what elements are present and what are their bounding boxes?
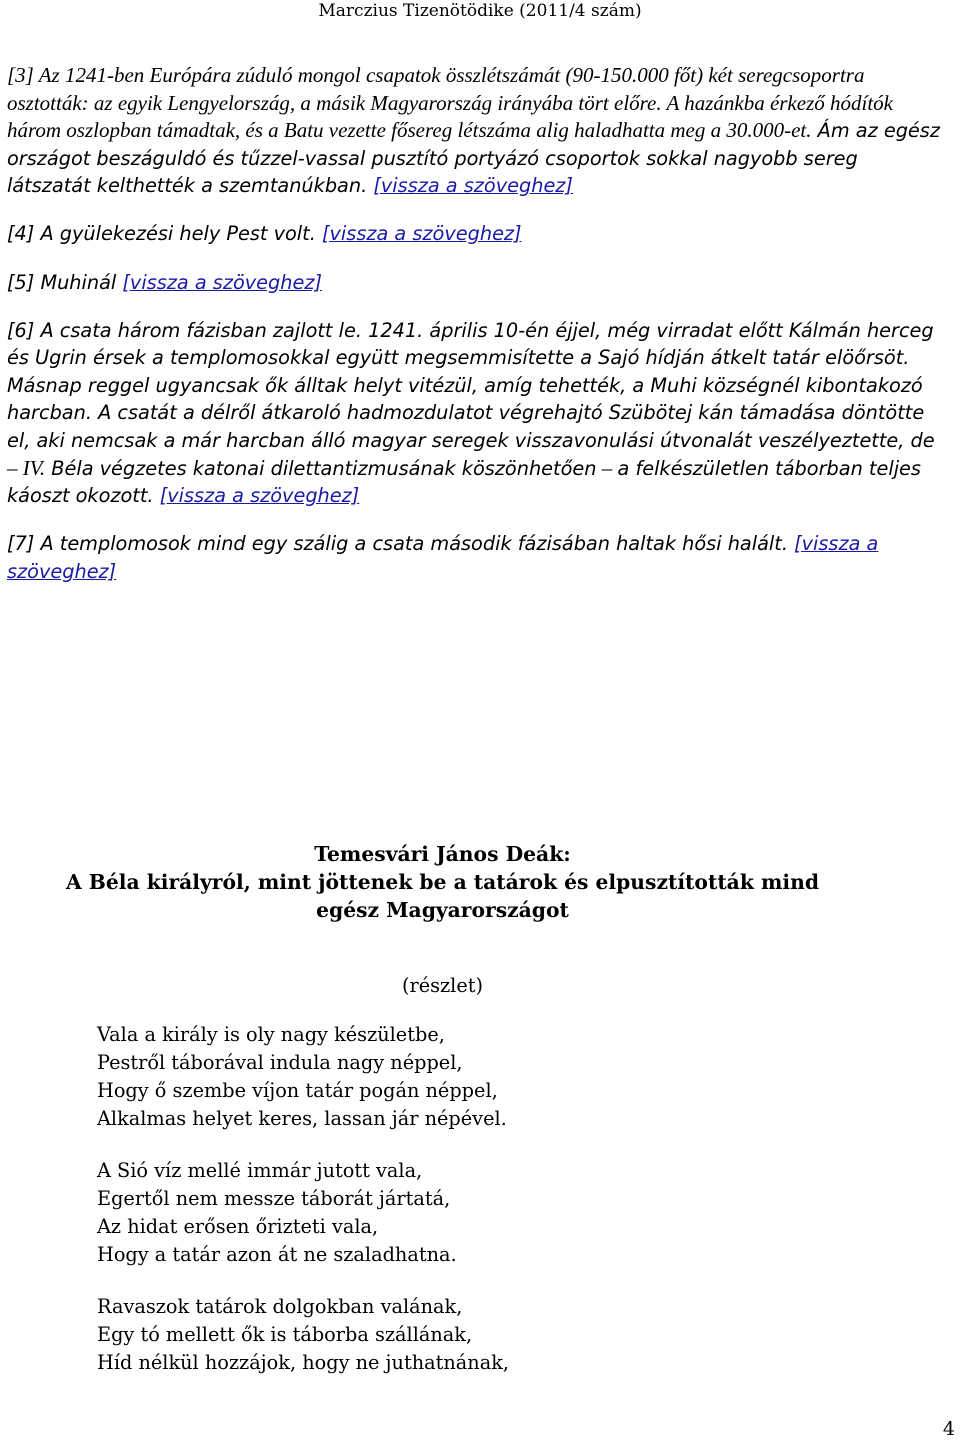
verse-line: Egy tó mellett ők is táborba szállának, bbox=[97, 1323, 473, 1346]
footnote-7 bbox=[7, 530, 947, 585]
verse-line: Egertől nem messze táborát jártatá, bbox=[97, 1187, 451, 1210]
footnote-4-text: [4] A gyülekezési hely Pest volt. bbox=[7, 222, 322, 246]
stanza-2 bbox=[97, 1157, 897, 1269]
verse-line: Vala a király is oly nagy készületbe, bbox=[97, 1023, 445, 1046]
back-to-text-link-7[interactable]: [vissza a szöveghez] bbox=[7, 532, 879, 583]
verse-line: Hogy ő szembe víjon tatár pogán néppel, bbox=[97, 1079, 498, 1102]
verse-line: A Sió víz mellé immár jutott vala, bbox=[97, 1159, 423, 1182]
poem-subtitle: (részlet) bbox=[401, 974, 484, 997]
footnote-7-text: [7] A templomosok mind egy szálig a csata második fázisában haltak hősi halált. bbox=[7, 532, 795, 556]
footnote-6-text-3: a felkészületlen táborban teljes káoszt okozott. bbox=[7, 456, 921, 508]
footnote-6-dash-2: – bbox=[596, 455, 618, 480]
footnote-5 bbox=[7, 269, 947, 297]
running-header: Marczius Tizenötödike (2011/4 szám) bbox=[318, 1, 642, 21]
footnote-6 bbox=[7, 317, 947, 510]
verse-line: Híd nélkül hozzájok, hogy ne juthatnának, bbox=[97, 1351, 510, 1374]
poem-title-line-2: egész Magyarországot bbox=[316, 898, 569, 922]
verse-line: Hogy a tatár azon át ne szaladhatna. bbox=[97, 1243, 457, 1266]
footnote-6-text-2: Béla végzetes katonai dilettantizmusának köszönhetően bbox=[45, 456, 597, 480]
verse-line: Az hidat erősen őrizteti vala, bbox=[97, 1215, 379, 1238]
back-to-text-link-6[interactable]: [vissza a szöveghez] bbox=[159, 484, 360, 508]
back-to-text-link-5[interactable]: [vissza a szöveghez] bbox=[122, 270, 322, 294]
back-to-text-link-3[interactable]: [vissza a szöveghez] bbox=[373, 174, 573, 198]
footnotes bbox=[7, 62, 947, 606]
poem-title-line-1: A Béla királyról, mint jöttenek be a tatárok és elpusztították mind bbox=[65, 870, 820, 894]
stanza-3 bbox=[97, 1293, 897, 1377]
footnote-6-text: [6] A csata három fázisban zajlott le. 1241. április 10-én éjjel, még virradat előtt Kálmán herceg és Ugrin érsek a templomosokkal együtt megsemmisítette a Sajó hídján átkelt tatár elöőrsöt. Másnap reggel ugyancsak ők álltak helyt vitézül, amíg tehették, a Muhi községnél kibontakozó harcban. A csatát a délről átkaroló hadmozdulatot végrehajtó Szübötej kán támadása döntötte el, aki nemcsak a már harcban álló magyar seregek visszavonulási útvonalát veszélyeztette, de bbox=[7, 318, 935, 453]
verse-line: Ravaszok tatárok dolgokban valának, bbox=[97, 1295, 463, 1318]
poem-body bbox=[97, 1021, 897, 1401]
footnote-4 bbox=[7, 220, 947, 248]
page-number: 4 bbox=[942, 1418, 955, 1440]
footnote-3 bbox=[7, 62, 947, 200]
footnote-5-text: [5] Muhinál bbox=[7, 270, 123, 294]
verse-line: Alkalmas helyet keres, lassan jár népével. bbox=[97, 1107, 507, 1130]
footnote-3-text-a: [3] Az 1241-ben Európára zúduló mongol csapatok összlétszámát (90-150.000 főt) két seregcsoportra osztották: az egyik Lengyelország, a másik Magyarország irányába tört előre. A hazánkba érkező hódítók három oszlopban támadtak, és a Batu vezette fősereg létszáma alig haladhatta meg a 30.000-et. bbox=[7, 63, 893, 143]
footnote-6-dash: – IV. bbox=[7, 455, 46, 480]
footnote-3-text-b: Ám az egész országot beszáguldó és tűzzel-vassal pusztító portyázó csoportok sokkal nagyobb sereg látszatát kelthették a szemtanúkban. bbox=[7, 119, 940, 198]
back-to-text-link-4[interactable]: [vissza a szöveghez] bbox=[321, 222, 522, 246]
verse-line: Pestről táborával indula nagy néppel, bbox=[97, 1051, 463, 1074]
poem-title bbox=[0, 840, 885, 924]
stanza-1 bbox=[97, 1021, 897, 1133]
poem-author: Temesvári János Deák: bbox=[314, 842, 571, 866]
